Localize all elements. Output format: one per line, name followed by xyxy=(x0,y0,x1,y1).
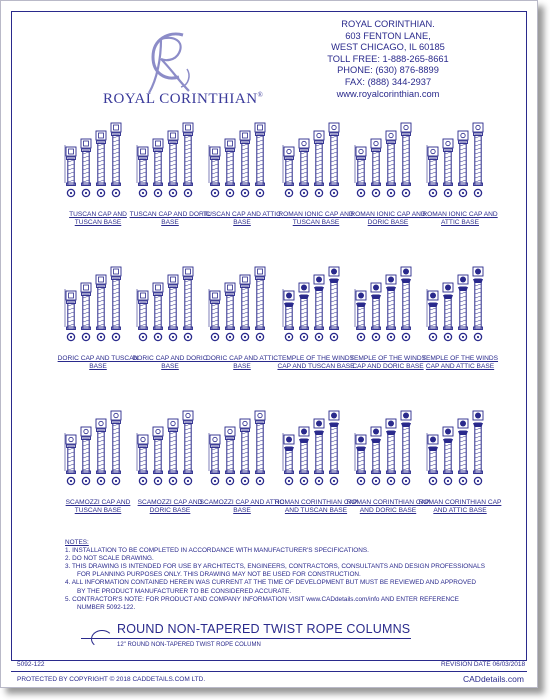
royal-corinthian-logo xyxy=(103,29,264,119)
drawing-title: ROUND NON-TAPERED TWIST ROPE COLUMNS xyxy=(117,622,411,636)
caddetails-link[interactable]: CADdetails.com xyxy=(463,674,524,684)
combination-caption: TUSCAN CAP AND DORIC BASE xyxy=(129,211,211,226)
company-contact-block xyxy=(313,19,463,100)
combination-caption: ROMAN IONIC CAP AND DORIC BASE xyxy=(350,211,426,226)
combination-caption: TUSCAN CAP AND ATTIC BASE xyxy=(203,211,281,226)
title-circle-icon xyxy=(91,630,113,648)
reference-number: 5092-122 xyxy=(17,661,45,668)
column-combination-cell xyxy=(135,407,205,527)
combination-caption: SCAMOZZI CAP AND ATTIC BASE xyxy=(199,499,285,514)
column-combination-cell xyxy=(63,119,133,239)
note-item: 2. DO NOT SCALE DRAWING. xyxy=(65,555,154,563)
column-combination-cell xyxy=(129,119,211,239)
combination-caption: ROMAN IONIC CAP AND TUSCAN BASE xyxy=(278,211,354,226)
column-combination-cell xyxy=(350,119,426,239)
combination-caption: ROMAN CORINTHIAN CAP AND DORIC BASE xyxy=(346,499,430,514)
combination-caption: TEMPLE OF THE WINDS CAP AND ATTIC BASE xyxy=(421,355,499,370)
drawing-subtitle: 12" ROUND NON-TAPERED TWIST ROPE COLUMN xyxy=(117,642,261,648)
column-combination-cell xyxy=(57,263,139,383)
company-line: TOLL FREE: 1-888-265-8661 xyxy=(327,53,449,64)
logo-wordmark: ROYAL CORINTHIAN xyxy=(103,91,258,107)
column-combination-cell xyxy=(274,407,358,527)
combination-caption: DORIC CAP AND TUSCAN BASE xyxy=(57,355,139,370)
combination-caption: SCAMOZZI CAP AND TUSCAN BASE xyxy=(65,499,131,514)
combination-caption: ROMAN CORINTHIAN CAP AND TUSCAN BASE xyxy=(274,499,358,514)
combination-caption: TEMPLE OF THE WINDS CAP AND TUSCAN BASE xyxy=(277,355,355,370)
column-combination-cell xyxy=(199,407,285,527)
column-combination-cell xyxy=(63,407,133,527)
combination-caption: DORIC CAP AND DORIC BASE xyxy=(132,355,208,370)
registered-mark: ® xyxy=(257,91,264,99)
combination-caption: TUSCAN CAP AND TUSCAN BASE xyxy=(69,211,127,226)
column-combination-cell xyxy=(421,263,499,383)
combination-caption: ROMAN CORINTHIAN CAP AND ATTIC BASE xyxy=(418,499,502,514)
note-item: 3. THIS DRAWING IS INTENDED FOR USE BY ARCHITECTS, ENGINEERS, CONTRACTORS, CONSULTANTS AND DESIGN PROFESSIONALS FOR PLANNING PURPOSES ONLY. THIS DRAWING MAY NOT BE USED FOR CONSTRUCTION. xyxy=(65,563,485,579)
column-combination-cell xyxy=(349,263,427,383)
copyright-text: PROTECTED BY COPYRIGHT © 2018 CADDETAILS.COM LTD. xyxy=(17,676,206,683)
company-line: ROYAL CORINTHIAN. xyxy=(341,19,435,29)
notes-heading: NOTES: xyxy=(65,539,89,546)
note-item: 1. INSTALLATION TO BE COMPLETED IN ACCORDANCE WITH MANUFACTURER'S SPECIFICATIONS. xyxy=(65,547,369,555)
column-combination-cell xyxy=(277,263,355,383)
notes-block xyxy=(65,539,485,612)
note-item: 5. CONTRACTOR'S NOTE: FOR PRODUCT AND COMPANY INFORMATION VISIT www.CADdetails.com/info AND ENTER REFERENCE NUMBER 5092-122. xyxy=(65,595,459,611)
combination-caption: SCAMOZZI CAP AND DORIC BASE xyxy=(137,499,203,514)
title-underline xyxy=(81,638,411,639)
company-line: 603 FENTON LANE, xyxy=(345,30,431,41)
revision-date: REVISION DATE 06/03/2018 xyxy=(441,661,526,668)
monogram-icon xyxy=(139,29,199,99)
column-combination-cell xyxy=(132,263,208,383)
company-line[interactable]: www.royalcorinthian.com xyxy=(336,88,440,99)
combination-caption: DORIC CAP AND ATTIC BASE xyxy=(206,355,278,370)
company-line: WEST CHICAGO, IL 60185 xyxy=(331,42,445,53)
column-combination-cell xyxy=(203,119,281,239)
note-item: 4. ALL INFORMATION CONTAINED HEREIN WAS CURRENT AT THE TIME OF DEVELOPMENT BUT MUST BE REVIEWED AND APPROVED BY THE PRODUCT MANUFACTURER TO BE CONSIDERED ACCURATE. xyxy=(65,579,476,595)
company-line: PHONE: (630) 876-8899 xyxy=(337,65,439,76)
footer-divider xyxy=(11,671,527,672)
notes-list xyxy=(65,547,485,612)
column-combination-cell xyxy=(207,263,277,383)
column-combination-cell xyxy=(422,119,498,239)
company-line: FAX: (888) 344-2937 xyxy=(344,76,432,87)
combination-caption: TEMPLE OF THE WINDS CAP AND DORIC BASE xyxy=(349,355,427,370)
column-combination-cell xyxy=(346,407,430,527)
column-combination-cell xyxy=(418,407,502,527)
column-combination-cell xyxy=(278,119,354,239)
combination-caption: ROMAN IONIC CAP AND ATTIC BASE xyxy=(422,211,498,226)
